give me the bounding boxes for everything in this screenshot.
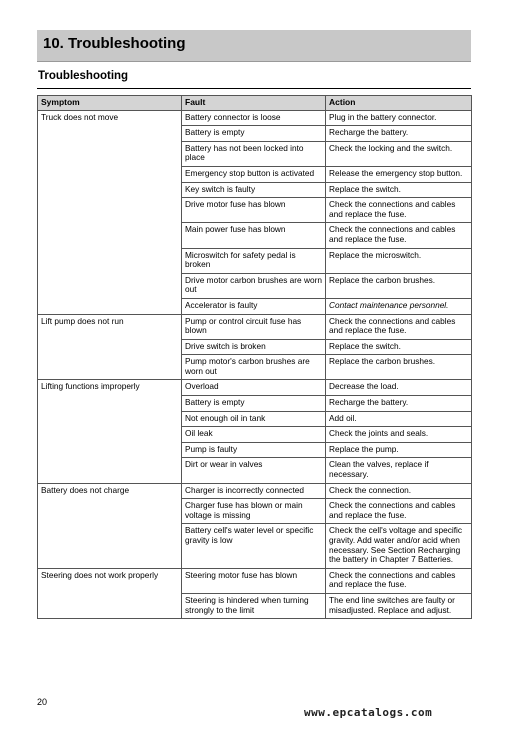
- fault-cell: Overload: [182, 380, 326, 396]
- action-cell: Replace the microswitch.: [326, 248, 472, 273]
- fault-cell: Battery cell's water level or specific gravity is low: [182, 524, 326, 568]
- fault-cell: Charger is incorrectly connected: [182, 483, 326, 499]
- fault-cell: Key switch is faulty: [182, 182, 326, 198]
- action-cell: Check the connections and cables and replace the fuse.: [326, 223, 472, 248]
- fault-cell: Steering is hindered when turning strongly to the limit: [182, 593, 326, 618]
- action-cell: Check the connections and cables and replace the fuse.: [326, 314, 472, 339]
- troubleshooting-table: [37, 95, 472, 619]
- fault-cell: Dirt or wear in valves: [182, 458, 326, 483]
- fault-cell: Pump is faulty: [182, 442, 326, 458]
- action-cell: Recharge the battery.: [326, 396, 472, 412]
- fault-cell: Charger fuse has blown or main voltage is missing: [182, 499, 326, 524]
- action-text-italic: Contact maintenance personnel.: [329, 299, 449, 310]
- fault-cell: Battery is empty: [182, 126, 326, 142]
- action-cell: Plug in the battery connector.: [326, 110, 472, 126]
- action-cell: The end line switches are faulty or misadjusted. Replace and adjust.: [326, 593, 472, 618]
- action-cell: Check the connections and cables and replace the fuse.: [326, 568, 472, 593]
- fault-cell: Accelerator is faulty: [182, 298, 326, 314]
- action-cell: [326, 298, 472, 314]
- action-cell: Replace the carbon brushes.: [326, 355, 472, 380]
- section-divider: [37, 88, 471, 89]
- symptom-cell: Battery does not charge: [38, 483, 182, 568]
- table-row: [38, 314, 472, 339]
- action-cell: Check the locking and the switch.: [326, 141, 472, 166]
- symptom-cell: Steering does not work properly: [38, 568, 182, 618]
- action-cell: Clean the valves, replace if necessary.: [326, 458, 472, 483]
- section-title: Troubleshooting: [38, 70, 129, 82]
- table-row: [38, 110, 472, 126]
- fault-cell: Emergency stop button is activated: [182, 166, 326, 182]
- header-action: Action: [326, 96, 472, 111]
- action-cell: Replace the carbon brushes.: [326, 273, 472, 298]
- fault-cell: Drive motor fuse has blown: [182, 198, 326, 223]
- action-cell: Replace the pump.: [326, 442, 472, 458]
- symptom-cell: Lifting functions improperly: [38, 380, 182, 483]
- fault-cell: Battery has not been locked into place: [182, 141, 326, 166]
- action-cell: Replace the switch.: [326, 182, 472, 198]
- action-cell: Release the emergency stop button.: [326, 166, 472, 182]
- fault-cell: Battery connector is loose: [182, 110, 326, 126]
- fault-cell: Microswitch for safety pedal is broken: [182, 248, 326, 273]
- chapter-title: 10. Troubleshooting: [43, 35, 186, 52]
- action-cell: Check the joints and seals.: [326, 427, 472, 443]
- page-number: 20: [37, 697, 48, 707]
- symptom-cell: Lift pump does not run: [38, 314, 182, 380]
- fault-cell: Steering motor fuse has blown: [182, 568, 326, 593]
- chapter-header-bar: [37, 30, 471, 62]
- fault-cell: Not enough oil in tank: [182, 411, 326, 427]
- action-cell: Check the cell's voltage and specific gravity. Add water and/or acid when necessary. See Section Recharging the battery in Chapter 7 Batteries.: [326, 524, 472, 568]
- action-cell: Replace the switch.: [326, 339, 472, 355]
- table-header-row: [38, 96, 472, 111]
- table-row: [38, 380, 472, 396]
- table-row: [38, 568, 472, 593]
- action-cell: Check the connections and cables and replace the fuse.: [326, 198, 472, 223]
- table-row: [38, 483, 472, 499]
- fault-cell: Battery is empty: [182, 396, 326, 412]
- header-symptom: Symptom: [38, 96, 182, 111]
- action-cell: Recharge the battery.: [326, 126, 472, 142]
- header-fault: Fault: [182, 96, 326, 111]
- action-cell: Check the connection.: [326, 483, 472, 499]
- action-cell: Decrease the load.: [326, 380, 472, 396]
- fault-cell: Main power fuse has blown: [182, 223, 326, 248]
- fault-cell: Pump motor's carbon brushes are worn out: [182, 355, 326, 380]
- watermark-url: www.epcatalogs.com: [304, 706, 433, 719]
- action-cell: Check the connections and cables and replace the fuse.: [326, 499, 472, 524]
- fault-cell: Pump or control circuit fuse has blown: [182, 314, 326, 339]
- action-cell: Add oil.: [326, 411, 472, 427]
- fault-cell: Drive motor carbon brushes are worn out: [182, 273, 326, 298]
- fault-cell: Oil leak: [182, 427, 326, 443]
- symptom-cell: Truck does not move: [38, 110, 182, 314]
- fault-cell: Drive switch is broken: [182, 339, 326, 355]
